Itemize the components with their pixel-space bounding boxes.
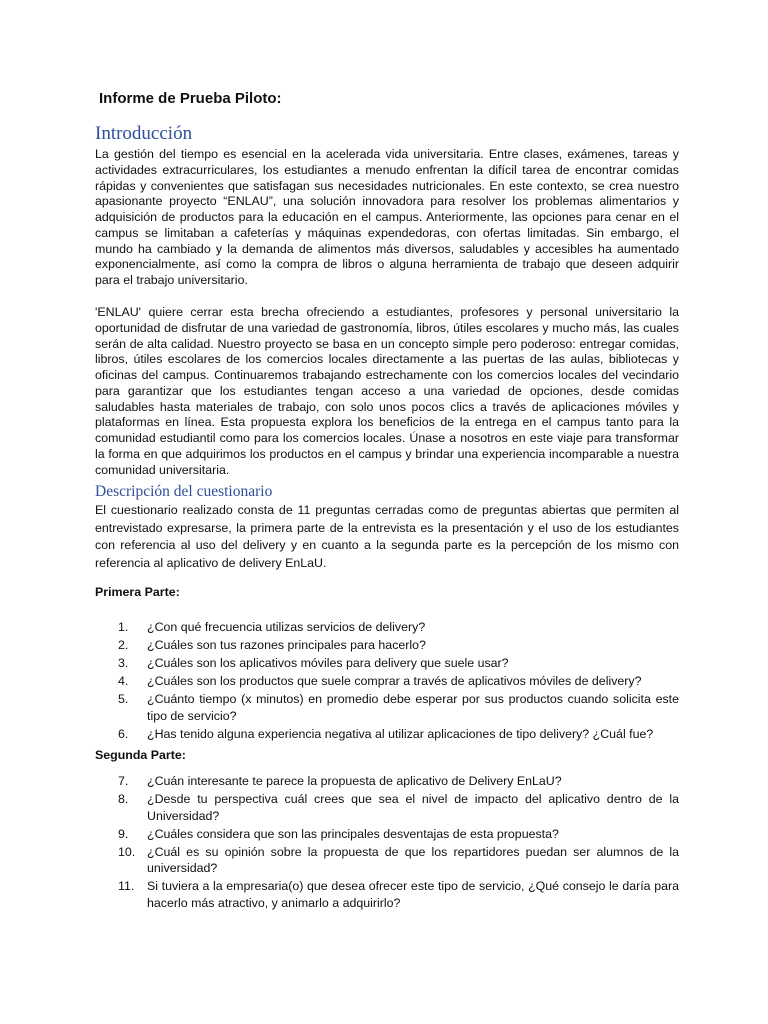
question-text: ¿Cuán interesante te parece la propuesta de aplicativo de Delivery EnLaU? [147, 774, 562, 788]
question-number: 4. [118, 674, 129, 688]
question-text: ¿Cuáles son los productos que suele comprar a través de aplicativos móviles de delivery? [147, 674, 642, 688]
list-item [95, 637, 679, 654]
question-text: ¿Cuánto tiempo (x minutos) en promedio debe esperar por sus productos cuando solicita este tipo de servicio? [147, 692, 679, 723]
list-item [95, 844, 679, 877]
list-item [95, 791, 679, 824]
question-number: 5. [118, 692, 129, 706]
question-number: 11. [118, 879, 135, 893]
question-text: ¿Con qué frecuencia utilizas servicios de delivery? [147, 620, 426, 634]
question-text: ¿Has tenido alguna experiencia negativa al utilizar aplicaciones de tipo delivery? ¿Cuál fue? [147, 726, 654, 741]
list-item [95, 691, 679, 724]
question-number: 3. [118, 656, 129, 670]
question-number: 1. [118, 620, 129, 634]
part2-label: Segunda Parte: [95, 748, 186, 762]
question-number: 6. [118, 726, 129, 741]
intro-heading: Introducción [95, 123, 193, 144]
list-item [95, 878, 679, 911]
question-text: ¿Desde tu perspectiva cuál crees que sea el nivel de impacto del aplicativo dentro de la Universidad? [147, 792, 679, 823]
intro-paragraph-2: 'ENLAU' quiere cerrar esta brecha ofreciendo a estudiantes, profesores y personal universitario la oportunidad de disfrutar de una variedad de gastronomía, libros, útiles escolares y mucho más, las cuales serán de alta calidad. Nuestro proyecto se basa en un concepto simple pero poderoso: entregar comidas, libros, útiles escolares de los comercios locales directamente a las puertas de las aulas, bibliotecas y oficinas del campus. Continuaremos trabajando estrechamente con los comercios locales del vecindario para garantizar que los estudiantes tengan acceso a una variedad de opciones, desde comidas saludables hasta materiales de trabajo, con solo unos pocos clics a través de aplicaciones móviles y plataformas en línea. Esta propuesta explora los beneficios de la entrega en el campus tanto para la comunidad estudiantil como para los comercios locales. Únase a nosotros en este viaje para transformar la forma en que adquirimos los productos en el campus y brindar una experiencia incomparable a nuestra comunidad universitaria. [95, 305, 679, 477]
question-text: Si tuviera a la empresaria(o) que desea ofrecer este tipo de servicio, ¿Qué consejo le daría para hacerlo más atractivo, y animarlo a adquirirlo? [147, 879, 679, 910]
document-title: Informe de Prueba Piloto: [99, 90, 282, 107]
part1-question-list [95, 619, 679, 744]
list-item [95, 726, 679, 743]
list-item [95, 773, 679, 790]
question-number: 9. [118, 826, 129, 841]
list-item [95, 655, 679, 672]
part1-label: Primera Parte: [95, 585, 180, 599]
part2-question-list [95, 773, 679, 913]
question-number: 7. [118, 774, 129, 788]
question-number: 2. [118, 638, 129, 652]
questionnaire-paragraph: El cuestionario realizado consta de 11 preguntas cerradas como de preguntas abiertas que permiten al entrevistado expresarse, la primera parte de la entrevista es la presentación y el uso de los estudiantes con referencia al uso del delivery y en cuanto a la segunda parte es la percepción de los mismo con referencia al aplicativo de delivery EnLaU. [95, 503, 679, 571]
list-item [95, 826, 679, 843]
intro-paragraph-1: La gestión del tiempo es esencial en la acelerada vida universitaria. Entre clases, exámenes, tareas y actividades extracurriculares, los estudiantes a menudo enfrentan la difícil tarea de encontrar comidas rápidas y convenientes que satisfagan sus necesidades nutricionales. En este contexto, se crea nuestro apasionante proyecto “ENLAU”, una solución innovadora para resolver los problemas alimentarios y adquisición de productos para la educación en el campus. Anteriormente, las opciones para cenar en el campus se limitaban a cafeterías y máquinas expendedoras, con ofertas limitadas. Sin embargo, el mundo ha cambiado y la demanda de alimentos más diversos, saludables y accesibles ha aumentado exponencialmente, así como la compra de libros o alguna herramienta de trabajo que deseen adquirir para el trabajo universitario. [95, 147, 679, 287]
list-item [95, 673, 679, 690]
questionnaire-heading: Descripción del cuestionario [95, 483, 273, 500]
question-number: 10. [118, 844, 136, 859]
question-text: ¿Cuáles considera que son las principales desventajas de esta propuesta? [147, 826, 559, 841]
list-item [95, 619, 679, 636]
question-text: ¿Cuál es su opinión sobre la propuesta de que los repartidores puedan ser alumnos de la universidad? [147, 844, 679, 875]
question-text: ¿Cuáles son tus razones principales para hacerlo? [147, 638, 426, 652]
question-number: 8. [118, 792, 129, 806]
question-text: ¿Cuáles son los aplicativos móviles para delivery que suele usar? [147, 656, 509, 670]
